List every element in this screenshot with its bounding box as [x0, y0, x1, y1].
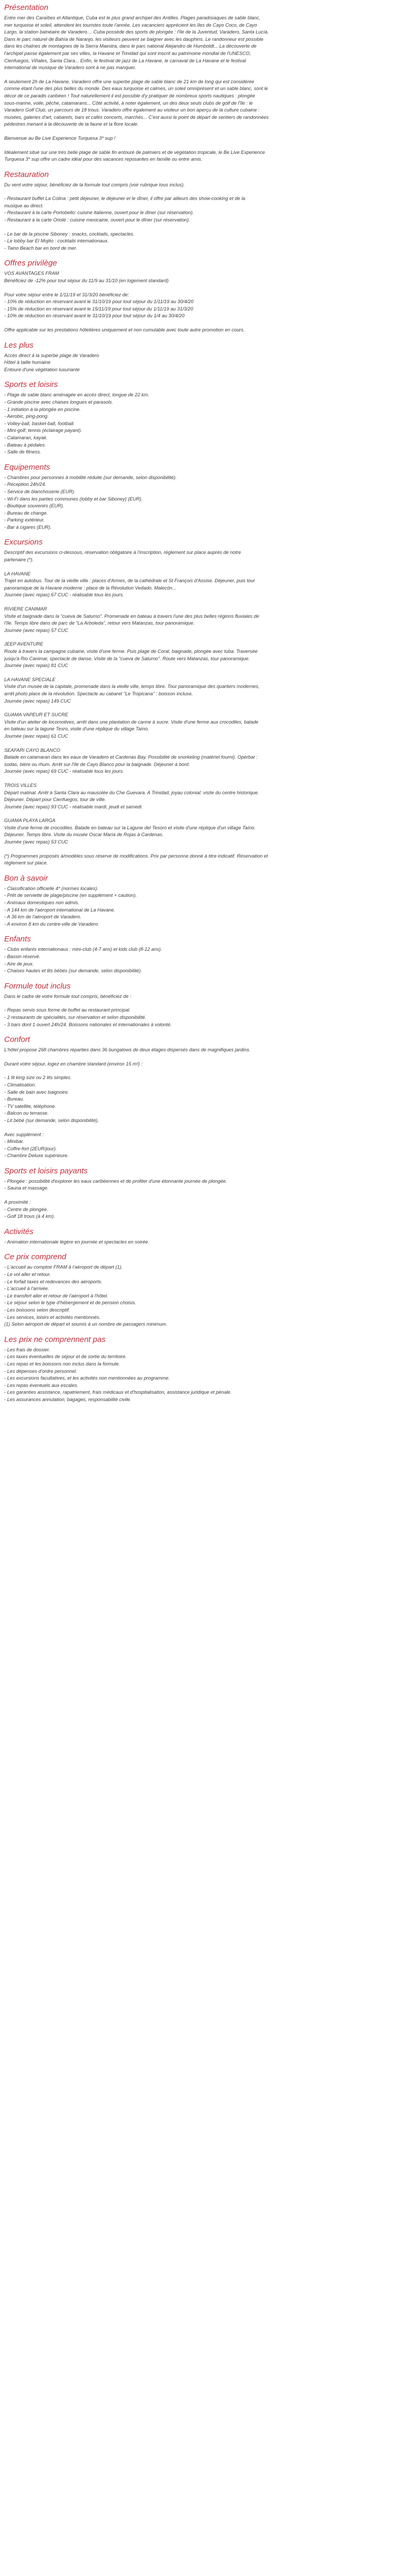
text-line: - Les assurances annulation, bagages, responsabilité civile.: [4, 1396, 131, 1402]
section-formule-tout-inclus: [4, 982, 393, 1028]
text-line: - 1 lit king size ou 2 lits simples.: [4, 1075, 72, 1081]
section-title: Activités: [4, 1227, 34, 1236]
text-line: - Prêt de serviette de plage/piscine (en supplément + caution).: [4, 893, 137, 898]
text-line: Trajet en autobus. Tour de la vieille ville : places d'Armes, de la cathédrale et St François d'Assise. Déjeuner, puis tour: [4, 578, 255, 584]
text-line: partenaire (*).: [4, 557, 34, 563]
section-restauration: [4, 170, 393, 252]
text-line: - Les services, loisirs et activités mentionnés.: [4, 1314, 101, 1320]
section-ce-prix-comprend: [4, 1252, 393, 1328]
text-line: - Minibar.: [4, 1139, 24, 1145]
paragraph: [4, 606, 393, 634]
text-line: Bénéficiez de -12% pour tout séjour du 11/9 au 31/10 (en logement standard): [4, 278, 169, 284]
text-line: Visite et baignade dans la "cueva de Saturno". Promenade en bateau à travers l'une des plus belles régions fluviales de: [4, 613, 259, 619]
paragraph: [4, 231, 393, 252]
text-line: Journée (avec repas) 93 CUC - réalisable mardi, jeudi et samedi.: [4, 804, 143, 809]
text-line: - Les excursions facultatives, et les activités non mentionnées au programme.: [4, 1375, 170, 1381]
section-title: Restauration: [4, 170, 49, 179]
section-title: Enfants: [4, 935, 31, 944]
paragraph: [4, 1239, 393, 1246]
text-line: Bienvenue au Be Live Experience Turquesa 3* sup !: [4, 135, 116, 141]
text-line: Déjeuner. Départ pour Cienfuegos, tour de ville.: [4, 797, 106, 803]
text-line: - Salle de bain avec baignoire.: [4, 1089, 69, 1095]
text-line: GUAMA VAPEUR ET SUCRE: [4, 712, 69, 718]
text-line: Journée (avec repas) 61 CUC: [4, 733, 69, 739]
section-title: Les prix ne comprennent pas: [4, 1335, 106, 1344]
text-line: comme étant l'une des plus belles du monde. Des eaux turquoise et calmes, un soleil omniprésent et un sable blanc, sont le: [4, 86, 268, 92]
text-line: - Climatisation.: [4, 1082, 36, 1087]
text-line: Journée (avec repas) 67 CUC - réalisable tous les jours.: [4, 592, 124, 598]
section-title: Sports et loisirs: [4, 380, 58, 390]
section-offres-privilege: [4, 259, 393, 334]
text-line: - Salle de fitness.: [4, 449, 41, 455]
text-line: - Réception 24h/24.: [4, 482, 47, 487]
text-line: - 10% de réduction en réservant avant le 31/10/19 pour tout séjour du 1/11/19 au 30/4/20: [4, 299, 194, 305]
paragraph: [4, 676, 393, 705]
text-line: - Bar à cigares (EUR).: [4, 524, 52, 530]
paragraph: [4, 747, 393, 775]
text-line: Journée (avec repas) 57 CUC: [4, 627, 69, 633]
text-line: - Plongée : possibilité d'explorer les eaux caribéennes et de profiter d'une étonnante journée de plongée.: [4, 1178, 227, 1184]
text-line: - A 144 km de l'aéroport international de La Havane.: [4, 907, 116, 913]
text-line: Route à travers la campagne cubaine, visite d'une ferme. Puis plage de Coral, baignade, plongée avec tuba. Traversée: [4, 649, 258, 654]
text-line: - Chaises hautes et lits bébés (sur demande, selon disponibilité).: [4, 968, 142, 974]
text-line: - Les frais de dossier.: [4, 1347, 50, 1352]
paragraph: [4, 946, 393, 974]
text-line: - Animaux domestiques non admis.: [4, 900, 80, 906]
text-line: sous-marine, voile, pêche, catamarans... Côté activité, à noter également, un des deux seuls clubs de golf de l'île : le: [4, 100, 253, 106]
paragraph: [4, 1007, 393, 1028]
text-line: Visite d'un musée de la capitale, promenade dans la vieille ville, temps libre. Tour panoramique des quartiers modernes,: [4, 684, 260, 690]
text-line: - Sauna et massage.: [4, 1185, 49, 1191]
text-line: Dans le parc naturel de Bahía de Naranjo, les visiteurs peuvent se baigner avec les dauphins. Le randonneur est possible: [4, 36, 263, 42]
text-line: - A 36 km de l'aéroport de Varadero.: [4, 914, 82, 920]
text-line: A seulement 2h de La Havane, Varadero offre une superbe plage de sable blanc de 21 km de long qui est considérée: [4, 79, 255, 84]
text-line: - Service de blanchisserie (EUR).: [4, 488, 75, 494]
text-line: - Bassin réservé.: [4, 954, 40, 959]
section-equipements: [4, 463, 393, 531]
text-line: - L'accueil à l'arrivée.: [4, 1286, 49, 1292]
text-line: - Boutique souvenirs (EUR).: [4, 503, 64, 509]
text-line: arrêt photo place de la révolution. Spectacle au cabaret "Le Tropicana" : boisson incluse.: [4, 691, 193, 696]
text-line: Turquesa 3* sup offre un cadre idéal pour des vacances reposantes en famille ou entre amis.: [4, 157, 203, 162]
section-les-plus: [4, 341, 393, 374]
text-line: - L'accueil au comptoir FRAM à l'aéroport de départ (1).: [4, 1264, 123, 1270]
text-line: Idéalement situé sur une très belle plage de sable fin entouré de palmiers et de végétation tropicale, le Be Live Experience: [4, 149, 265, 155]
section-sports-et-loisirs-payants: [4, 1167, 393, 1220]
text-line: Varadero Golf Club, un parcours de 18 trous. Varadero offre également au visiteur un bon aperçu de la culture cubaine :: [4, 107, 260, 113]
text-line: - Les garanties assistance, rapatriement, frais médicaux et d'hospitalisation, assistance juridique et pénale.: [4, 1390, 232, 1395]
paragraph: [4, 1074, 393, 1124]
text-line: Journée (avec repas) 53 CUC: [4, 839, 69, 845]
text-line: Journée (avec repas) 149 CUC: [4, 698, 71, 704]
text-line: - Les repas et les boissons non inclus dans la formule.: [4, 1361, 120, 1367]
section-title: Excursions: [4, 538, 43, 547]
text-line: Départ matinal. Arrêt à Santa Clara au mausolée du Che Guevara. A Trinidad, joyau colonial: visite du centre historique.: [4, 790, 259, 795]
text-line: LA HAVANE SPECIALE: [4, 676, 56, 682]
section-title: Sports et loisirs payants: [4, 1166, 88, 1175]
section-title: Ce prix comprend: [4, 1252, 67, 1262]
paragraph: [4, 327, 393, 334]
text-line: VOS AVANTAGES FRAM: [4, 271, 59, 276]
text-line: - Le lobby bar El Mojito : cocktails internationaux.: [4, 238, 109, 244]
text-line: Journée (avec repas) 69 CUC - réalisable tous les jours.: [4, 769, 124, 774]
text-line: JEEP AVENTURE: [4, 641, 43, 647]
text-line: Accès direct à la superbe plage de Varadero: [4, 352, 99, 358]
section-les-prix-ne-comprennent-pas: [4, 1335, 393, 1404]
text-line: jusqu'à Rio Canimar, spectacle de danse. Visite de la "cueva de Saturno". Route vers Matanzas, tour panoramique.: [4, 656, 250, 661]
text-line: - Restaurant buffet La Colina : petit déjeuner, le déjeuner et le dîner, il offre par ailleurs des show-cooking et de la: [4, 196, 246, 202]
text-line: (*) Programmes proposés à/modèles sous réserve de modifications. Prix par personne donné à titre indicatif. Réservation et: [4, 853, 268, 859]
text-line: Pour votre séjour entre le 1/11/19 et 31/3/20 bénéficiez de:: [4, 292, 129, 297]
text-line: - Le forfait taxes et redevances des aéroports.: [4, 1279, 103, 1284]
paragraph: [4, 1131, 393, 1160]
text-line: Durant votre séjour, logez en chambre standard (environ 15 m²) :: [4, 1061, 143, 1067]
text-line: - Le transfert aller et retour de l'aéroport à l'hôtel.: [4, 1293, 108, 1298]
section-title: Formule tout inclus: [4, 981, 71, 991]
text-line: décor de ce paradis caribéen ! Tout naturellement il est possible d'y pratiquer de nombreux sports nautiques : plongée: [4, 93, 255, 98]
text-line: (1) Selon aéroport de départ et soumis à un nombre de passagers minimum.: [4, 1322, 168, 1327]
text-line: - Restaurant à la carte Oriolé : cuisine mexicaine, ouvert pour le dîner (sur réservation).: [4, 217, 190, 223]
text-line: - Les dépenses d'ordre personnel.: [4, 1368, 78, 1374]
section-sports-et-loisirs: [4, 380, 393, 456]
text-line: - Volley-ball, basket-ball, football.: [4, 420, 75, 426]
text-line: - Les repas éventuels aux escales.: [4, 1382, 79, 1388]
text-line: - Plage de sable blanc aménagée en accès direct, longue de 22 km.: [4, 392, 149, 398]
text-line: - Parking extérieur.: [4, 517, 45, 523]
text-line: Balade en catamaran dans les eaux de Varadero et Cardenas Bay. Possibilité de snorkeling (matériel fourni). Opérbar :: [4, 754, 258, 760]
paragraph: [4, 182, 393, 189]
text-line: Cienfuegos, Viñales, Santa Clara... Enfin, le festival de jazz de La Havane, le carnaval de La Havane et le festival: [4, 58, 246, 63]
text-line: - Les taxes éventuelles de séjour et de sortie du territoire.: [4, 1354, 127, 1360]
text-line: - Clubs enfants internationaux : mini-club (4-7 ans) et kids club (8-12 ans).: [4, 947, 162, 952]
section-confort: [4, 1035, 393, 1160]
paragraph: [4, 1178, 393, 1192]
paragraph: [4, 885, 393, 928]
text-line: musique au direct.: [4, 203, 44, 208]
text-line: - Restaurant à la carte Portobello: cuisine italienne, ouvert pour le dîner (sur réservation).: [4, 210, 194, 216]
text-line: règlement sur place.: [4, 860, 48, 866]
text-line: - Classification officielle 4* (normes locales).: [4, 885, 98, 891]
section-excursions: [4, 538, 393, 867]
text-line: - Les boissons selon descriptif.: [4, 1307, 70, 1313]
text-line: Largo, la station balnéaire de Varadero… Cuba possède des sports de plongée : l'île de la Juventud, Varadero, Santa Lucía.: [4, 29, 269, 35]
text-line: international de musique de Varadero sont à ne pas manquer.: [4, 65, 136, 71]
text-line: - Aerobic, ping-pong.: [4, 414, 49, 419]
paragraph: [4, 270, 393, 284]
text-line: GUAMA PLAYA LARGA: [4, 818, 56, 824]
section-title: Les plus: [4, 340, 34, 350]
text-line: pédestres menant à la découverte de la faune et la flore locale.: [4, 121, 139, 127]
text-line: - Golf 18 trous (à 4 km).: [4, 1214, 56, 1219]
text-line: - 1 initiation à la plongée en piscine.: [4, 406, 81, 412]
text-line: Du vent votre séjour, bénéficiez de la formule tout compris (voir rubrique tous inclus).: [4, 182, 185, 187]
paragraph: [4, 641, 393, 669]
section-activites: [4, 1227, 393, 1246]
paragraph: [4, 135, 393, 142]
text-line: - Catamaran, kayak.: [4, 435, 48, 440]
paragraph: [4, 817, 393, 846]
text-line: - Balcon ou terrasse.: [4, 1111, 49, 1116]
paragraph: [4, 474, 393, 531]
section-title: Equipements: [4, 462, 50, 472]
text-line: SEAFARI CAYO BLANCO: [4, 747, 60, 753]
paragraph: [4, 1347, 393, 1404]
text-line: Visite d'une ferme de crocodiles. Balade en bateau sur la Lagune del Tesoro et visite d'une réplique d'un village Taíno.: [4, 825, 256, 830]
paragraph: [4, 392, 393, 456]
text-line: - Chambre Deluxe supérieure.: [4, 1153, 69, 1159]
text-line: l'archipel passe également par ses villes, la Havane et Trinidad qui sont inscrit au patrimoine mondial de l'UNESCO,: [4, 50, 251, 56]
text-line: - Grande piscine avec chaises longues et parasols.: [4, 399, 113, 405]
text-line: - 10% de réduction en réservant avant le 31/10/19 pour tout séjour du 1/4 au 30/4/20: [4, 313, 185, 319]
text-line: - Aire de jeux.: [4, 961, 34, 967]
section-title: Confort: [4, 1035, 30, 1045]
section-title: Présentation: [4, 3, 49, 12]
text-line: - Bureau.: [4, 1096, 24, 1102]
text-line: - Centre de plongée.: [4, 1206, 48, 1212]
paragraph: [4, 292, 393, 320]
text-line: A proximité :: [4, 1200, 31, 1205]
paragraph: [4, 712, 393, 740]
text-line: panoramique de la Havane moderne : place de la Révolution Vedado, Malecón...: [4, 585, 177, 591]
text-line: Hôtel à taille humaine: [4, 360, 51, 365]
text-line: TROIS VILLES: [4, 782, 37, 788]
paragraph: [4, 1047, 393, 1054]
paragraph: [4, 79, 393, 128]
text-line: - Chambres pour personnes à mobilité réduite (sur demande, selon disponibilité).: [4, 474, 177, 480]
text-line: RIVIERE CANIMAR: [4, 606, 47, 612]
paragraph: [4, 853, 393, 867]
paragraph: [4, 782, 393, 810]
section-bon-a-savoir: [4, 874, 393, 928]
text-line: - Coffre-fort (2EUR/jour).: [4, 1146, 57, 1151]
text-line: - 2 restaurants de spécialités, sur réservation et selon disponibilité.: [4, 1014, 147, 1020]
text-line: - Bateau à pédales.: [4, 442, 46, 448]
text-line: - Taino Beach bar en bord de mer.: [4, 245, 78, 251]
text-line: l'île. Temps libre dans de parc de "La Arboleda", retour vers Matanzas, tour panoramique.: [4, 620, 195, 626]
text-line: sodas, bière ou rhum. Arrêt sur l'île de Cayo Blanco pour la baignade. Déjeuner à bord.: [4, 761, 190, 767]
text-line: dans les chaînes de montagnes de la Sierra Maestra, dans le parc national Alejandro de Humboldt... La découverte de: [4, 43, 257, 49]
text-line: - A environ 8 km du centre-ville de Varadero.: [4, 921, 100, 927]
paragraph: [4, 149, 393, 163]
paragraph: [4, 195, 393, 224]
paragraph: [4, 571, 393, 599]
section-title: Offres privilège: [4, 259, 57, 268]
section-enfants: [4, 935, 393, 974]
paragraph: [4, 15, 393, 72]
text-line: - 15% de réduction en réservant avant le 15/11/19 pour tout séjour du 1/11/19 au 31/3/20: [4, 306, 193, 312]
text-line: Avec supplément :: [4, 1131, 44, 1137]
text-line: - 3 bars dont 1 ouvert 24h/24. Boissons nationales et internationales à volonté.: [4, 1021, 172, 1027]
text-line: - TV satellite, téléphone.: [4, 1103, 57, 1109]
text-line: - Le bar de la piscine Siboney : snacks, cocktails, spectacles.: [4, 231, 135, 237]
paragraph: [4, 1199, 393, 1220]
text-line: - Wi-Fi dans les parties communes (lobby et bar Siboney) (EUR).: [4, 496, 143, 502]
paragraph: [4, 1264, 393, 1328]
text-line: - Le vol aller et retour.: [4, 1272, 51, 1278]
text-line: Entouré d'une végétation luxuriante: [4, 367, 80, 372]
text-line: Offre applicable sur les prestations hôtelières uniquement et non cumulable avec toute autre promotion en cours.: [4, 327, 245, 332]
text-line: Dans le cadre de votre formule tout compris, bénéficiez de :: [4, 993, 131, 999]
section-title: Bon à savoir: [4, 873, 48, 883]
section-presentation: [4, 3, 393, 163]
paragraph: [4, 1061, 393, 1068]
paragraph: [4, 993, 393, 1001]
text-line: Déjeuner. Temps libre. Visite du musée Oscar María de Rojas à Cardenas.: [4, 832, 164, 838]
text-line: - Repas servis sous forme de buffet au restaurant principal.: [4, 1007, 131, 1013]
paragraph: [4, 352, 393, 374]
text-line: - Bureau de change.: [4, 510, 48, 516]
text-line: - Mini-golf, tennis (éclairage payant).: [4, 428, 82, 434]
text-line: Entre mer des Caraïbes et Atlantique, Cuba est le plus grand archipel des Antilles. Plages paradisiaques de sable blanc,: [4, 15, 261, 20]
text-line: - Lit bébé (sur demande, selon disponibilité).: [4, 1117, 99, 1123]
text-line: - Animation internationale légère en journée et spectacles en soirée.: [4, 1239, 149, 1245]
text-line: musées, galeries d'art, cabarets, bars et cafés concerts, marchés... C'est aussi le point de départ de sentiers de randonnées: [4, 114, 269, 120]
paragraph: [4, 549, 393, 563]
text-line: Visite d'un atelier de locomotives, arrêt dans une plantation de canne à sucre. Visite d'une ferme aux crocodiles, balade: [4, 719, 259, 725]
text-line: L'hôtel propose 268 chambres réparties dans 36 bungalows de deux étages dispersés dans de magnifiques jardins.: [4, 1047, 251, 1053]
text-line: LA HAVANE: [4, 571, 31, 576]
text-line: - Le séjour selon le type d'hébergement et de pension choisis.: [4, 1300, 137, 1306]
text-line: Descriptif des excursions ci-dessous, réservation obligatoire à l'inscription, règlement sur place auprès de notre: [4, 550, 241, 556]
text-line: Journée (avec repas) 81 CUC: [4, 663, 69, 669]
text-line: mer turquoise et soleil, attendent les touristes toute l'année. Les vacanciers apprécient les îles de Cayo Coco, de Cayo: [4, 22, 257, 28]
text-line: en bateau sur la lagune Tesro, visite d'une réplique du village Taíno.: [4, 726, 149, 732]
